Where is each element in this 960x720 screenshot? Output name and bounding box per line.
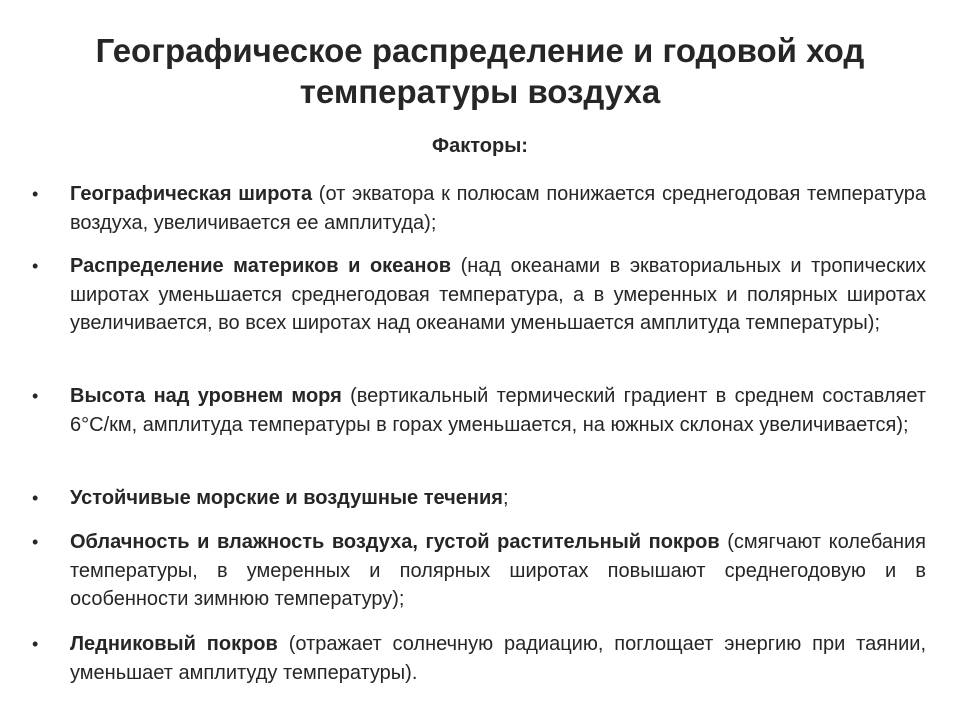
factor-description: (вертикальный термический градиент в среднем составляет 6°С/км, амплитуда температуры в горах уменьшается, на южных склонах увеличивается); xyxy=(70,385,926,436)
bullet-icon: • xyxy=(32,488,39,508)
factor-title: Устойчивые морские и воздушные течения xyxy=(70,487,503,509)
factor-description: (отражает солнечную радиацию, поглощает энергию при таянии, уменьшает амплитуду температуры). xyxy=(70,633,926,684)
factor-description: (над океанами в экваториальных и тропических широтах уменьшается среднегодовая температура, а в умеренных и полярных широтах увеличивается, во всех широтах над океанами уменьшается амплитуда температуры); xyxy=(70,255,927,334)
factor-title: Распределение материков и океанов xyxy=(70,255,452,277)
factor-title: Высота над уровнем моря xyxy=(70,385,342,407)
factor-description: (смягчают колебания температуры, в умеренных и полярных широтах повышают среднегодовую и в особенности зимнюю температуру); xyxy=(70,531,926,610)
slide-title: Географическое распределение и годовой ход температуры воздуха xyxy=(95,32,865,110)
factor-description: ; xyxy=(502,487,509,509)
bullet-icon: • xyxy=(32,532,39,552)
factor-item-altitude xyxy=(32,382,926,439)
bullet-icon: • xyxy=(32,184,39,204)
factor-item-clouds-humidity xyxy=(32,528,926,614)
factor-item-latitude xyxy=(32,180,926,237)
factor-item-continents-oceans xyxy=(32,252,927,338)
factor-item-currents xyxy=(32,484,926,513)
factor-description: (от экватора к полюсам понижается среднегодовая температура воздуха, увеличивается ее амплитуда); xyxy=(70,183,926,234)
factor-title: Географическая широта xyxy=(70,183,313,205)
factor-title: Ледниковый покров xyxy=(70,633,278,655)
bullet-icon: • xyxy=(32,386,39,406)
factors-heading: Факторы: xyxy=(432,135,528,157)
bullet-icon: • xyxy=(32,634,39,654)
factor-title: Облачность и влажность воздуха, густой растительный покров xyxy=(70,531,720,553)
factor-item-glacier xyxy=(32,630,926,687)
bullet-icon: • xyxy=(32,256,39,276)
